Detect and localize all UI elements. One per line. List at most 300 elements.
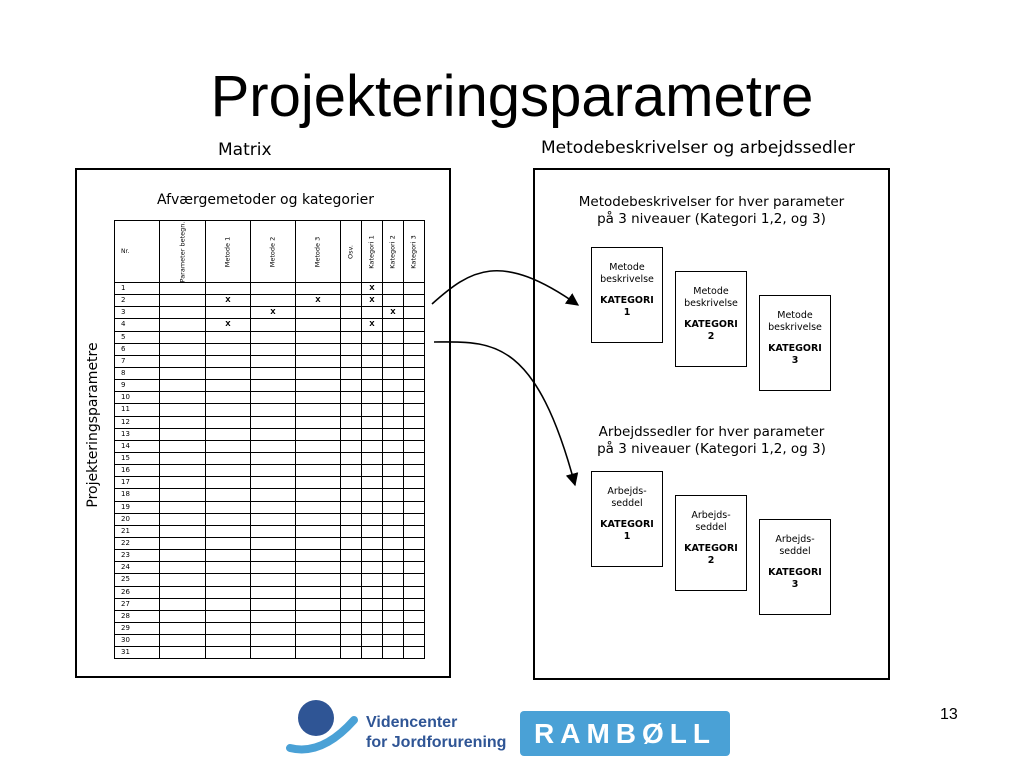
videncenter-line2: for Jordforurening [366, 734, 507, 751]
matrix-cell [404, 647, 425, 659]
matrix-cell [296, 610, 341, 622]
worksheet-card-1-label1: Arbejds- [607, 486, 647, 497]
matrix-cell [362, 647, 383, 659]
row-number: 18 [115, 489, 160, 501]
matrix-mark: X [206, 319, 251, 331]
matrix-cell [160, 513, 206, 525]
matrix-cell [251, 574, 296, 586]
matrix-cell [341, 501, 362, 513]
matrix-cell [404, 380, 425, 392]
matrix-cell [404, 622, 425, 634]
matrix-cell [362, 465, 383, 477]
matrix-cell [206, 404, 251, 416]
table-row [115, 501, 425, 513]
table-row [115, 489, 425, 501]
matrix-cell [206, 647, 251, 659]
matrix-cell [206, 610, 251, 622]
matrix-header-cell: Nr. [115, 221, 160, 283]
matrix-cell [206, 380, 251, 392]
matrix-cell [383, 501, 404, 513]
table-row [115, 283, 425, 295]
matrix-cell [383, 283, 404, 295]
matrix-cell [383, 392, 404, 404]
matrix-cell [296, 428, 341, 440]
matrix-cell [251, 428, 296, 440]
matrix-cell [362, 586, 383, 598]
matrix-header-label: Metode 1 [223, 236, 232, 267]
row-number: 3 [115, 307, 160, 319]
matrix-cell [404, 452, 425, 464]
matrix-cell [362, 452, 383, 464]
matrix-header-label: Osv. [346, 244, 355, 259]
matrix-cell [404, 404, 425, 416]
matrix-cell [404, 428, 425, 440]
row-number: 20 [115, 513, 160, 525]
matrix-cell [206, 331, 251, 343]
matrix-cell [362, 416, 383, 428]
matrix-cell [404, 635, 425, 647]
worksheet-card-1-category: KATEGORI [600, 519, 654, 530]
matrix-cell [341, 489, 362, 501]
table-row [115, 610, 425, 622]
matrix-cell [251, 489, 296, 501]
row-number: 7 [115, 355, 160, 367]
videncenter-logo-icon [286, 690, 358, 756]
table-row [115, 635, 425, 647]
matrix-cell [404, 416, 425, 428]
matrix-cell [160, 610, 206, 622]
matrix-cell [404, 477, 425, 489]
row-number: 2 [115, 295, 160, 307]
worksheet-card-2-number: 2 [707, 555, 715, 566]
matrix-cell [251, 513, 296, 525]
row-number: 24 [115, 562, 160, 574]
matrix-cell [251, 331, 296, 343]
matrix-cell [341, 610, 362, 622]
matrix-cell [160, 452, 206, 464]
matrix-cell [362, 343, 383, 355]
matrix-mark: X [383, 307, 404, 319]
matrix-cell [251, 452, 296, 464]
videncenter-logo-text [366, 713, 506, 753]
slide-title: Projekteringsparametre [210, 64, 814, 129]
method-card-1 [591, 247, 663, 343]
matrix-header-cell [404, 221, 425, 283]
matrix-cell [206, 501, 251, 513]
table-row [115, 513, 425, 525]
matrix-cell [404, 525, 425, 537]
matrix-header-label: Parameter betegn. [178, 221, 186, 282]
matrix-cell [206, 416, 251, 428]
matrix-cell [251, 319, 296, 331]
table-row [115, 562, 425, 574]
row-number: 12 [115, 416, 160, 428]
row-number: 29 [115, 622, 160, 634]
matrix-cell [404, 343, 425, 355]
matrix-cell [296, 562, 341, 574]
matrix-cell [362, 380, 383, 392]
matrix-cell [160, 465, 206, 477]
matrix-cell [404, 295, 425, 307]
method-card-2-category: KATEGORI [684, 319, 738, 330]
matrix-cell [296, 380, 341, 392]
row-number: 26 [115, 586, 160, 598]
matrix-cell [160, 416, 206, 428]
matrix-cell [362, 598, 383, 610]
matrix-cell [341, 416, 362, 428]
matrix-mark: X [362, 319, 383, 331]
table-row [115, 465, 425, 477]
table-row [115, 319, 425, 331]
matrix-cell [362, 331, 383, 343]
matrix-cell [251, 380, 296, 392]
row-number: 15 [115, 452, 160, 464]
matrix-cell [341, 307, 362, 319]
matrix-cell [383, 489, 404, 501]
matrix-heading: Matrix [218, 140, 272, 160]
row-number: 21 [115, 525, 160, 537]
row-number: 13 [115, 428, 160, 440]
matrix-cell [206, 622, 251, 634]
row-number: 25 [115, 574, 160, 586]
matrix-cell [341, 319, 362, 331]
row-number: 19 [115, 501, 160, 513]
row-number: 27 [115, 598, 160, 610]
matrix-cell [341, 283, 362, 295]
matrix-cell [296, 355, 341, 367]
matrix-cell [341, 537, 362, 549]
matrix-cell [296, 537, 341, 549]
matrix-cell [296, 319, 341, 331]
matrix-cell [296, 343, 341, 355]
matrix-cell [160, 355, 206, 367]
matrix-cell [341, 392, 362, 404]
matrix-cell [383, 428, 404, 440]
row-number: 8 [115, 367, 160, 379]
matrix-cell [341, 622, 362, 634]
matrix-cell [404, 392, 425, 404]
matrix-cell [251, 355, 296, 367]
matrix-cell [206, 537, 251, 549]
matrix-cell [404, 367, 425, 379]
matrix-cell [160, 647, 206, 659]
row-number: 17 [115, 477, 160, 489]
matrix-cell [341, 380, 362, 392]
matrix-header-cell [251, 221, 296, 283]
matrix-cell [160, 319, 206, 331]
matrix-cell [206, 598, 251, 610]
matrix-cell [251, 647, 296, 659]
matrix-cell [362, 610, 383, 622]
matrix-cell [404, 319, 425, 331]
row-number: 1 [115, 283, 160, 295]
matrix-mark: X [296, 295, 341, 307]
row-number: 9 [115, 380, 160, 392]
worksheet-card-3-category: KATEGORI [768, 567, 822, 578]
matrix-cell [404, 283, 425, 295]
matrix-cell [341, 550, 362, 562]
matrix-cell [362, 513, 383, 525]
matrix-cell [383, 622, 404, 634]
matrix-cell [383, 586, 404, 598]
matrix-cell [296, 598, 341, 610]
matrix-cell [160, 283, 206, 295]
method-card-2-number: 2 [707, 331, 715, 342]
worksheet-card-1-number: 1 [623, 531, 631, 542]
matrix-cell [160, 392, 206, 404]
matrix-cell [362, 477, 383, 489]
matrix-cell [383, 562, 404, 574]
matrix-cell [206, 586, 251, 598]
table-row [115, 331, 425, 343]
matrix-cell [383, 635, 404, 647]
table-row [115, 622, 425, 634]
matrix-cell [383, 440, 404, 452]
matrix-cell [341, 586, 362, 598]
method-section-title-line1: Metodebeskrivelser for hver parameter [578, 194, 845, 210]
table-row [115, 647, 425, 659]
matrix-cell [296, 307, 341, 319]
matrix-cell [404, 574, 425, 586]
matrix-cell [160, 440, 206, 452]
matrix-cell [341, 598, 362, 610]
matrix-cell [404, 598, 425, 610]
matrix-cell [341, 440, 362, 452]
method-section-title-line2: på 3 niveauer (Kategori 1,2, og 3) [597, 211, 826, 227]
matrix-cell [404, 513, 425, 525]
worksheet-card-3 [759, 519, 831, 615]
matrix-cell [341, 367, 362, 379]
table-row [115, 477, 425, 489]
matrix-cell [296, 525, 341, 537]
table-row [115, 428, 425, 440]
table-row [115, 416, 425, 428]
matrix-cell [296, 465, 341, 477]
method-card-1-label2: beskrivelse [600, 274, 654, 285]
matrix-cell [404, 537, 425, 549]
matrix-cell [362, 440, 383, 452]
matrix-cell [383, 404, 404, 416]
matrix-cell [362, 574, 383, 586]
matrix-header-cell [383, 221, 404, 283]
matrix-cell [160, 489, 206, 501]
matrix-cell [251, 440, 296, 452]
matrix-cell [341, 428, 362, 440]
matrix-cell [160, 331, 206, 343]
matrix-cell [296, 392, 341, 404]
matrix-cell [404, 307, 425, 319]
matrix-mark: X [362, 283, 383, 295]
matrix-cell [362, 392, 383, 404]
matrix-header-cell [341, 221, 362, 283]
row-number: 30 [115, 635, 160, 647]
matrix-cell [296, 283, 341, 295]
matrix-cell [341, 452, 362, 464]
matrix-cell [251, 343, 296, 355]
matrix-header-cell [206, 221, 251, 283]
matrix-cell [362, 404, 383, 416]
worksheet-card-2-label1: Arbejds- [691, 510, 731, 521]
matrix-cell [383, 477, 404, 489]
table-row [115, 440, 425, 452]
matrix-cell [362, 428, 383, 440]
matrix-cell [296, 416, 341, 428]
matrix-cell [296, 550, 341, 562]
matrix-cell [383, 598, 404, 610]
table-row [115, 355, 425, 367]
matrix-cell [160, 525, 206, 537]
matrix-cell [362, 537, 383, 549]
matrix-cell [341, 355, 362, 367]
matrix-cell [362, 501, 383, 513]
matrix-cell [251, 537, 296, 549]
matrix-cell [206, 367, 251, 379]
row-number: 31 [115, 647, 160, 659]
matrix-cell [160, 574, 206, 586]
matrix-header-cell [160, 221, 206, 283]
matrix-cell [296, 331, 341, 343]
table-row [115, 404, 425, 416]
matrix-cell [383, 647, 404, 659]
matrix-cell [404, 550, 425, 562]
matrix-cell [341, 295, 362, 307]
matrix-cell [160, 635, 206, 647]
matrix-cell [383, 465, 404, 477]
matrix-cell [251, 477, 296, 489]
matrix-cell [383, 610, 404, 622]
methods-heading: Metodebeskrivelser og arbejdssedler [541, 138, 855, 158]
worksheet-section-title-line2: på 3 niveauer (Kategori 1,2, og 3) [597, 441, 826, 457]
matrix-cell [206, 513, 251, 525]
matrix-cell [160, 428, 206, 440]
matrix-cell [383, 331, 404, 343]
matrix-cell [341, 465, 362, 477]
matrix-cell [404, 489, 425, 501]
matrix-cell [404, 501, 425, 513]
method-card-1-label1: Metode [609, 262, 645, 273]
matrix-cell [251, 501, 296, 513]
matrix-cell [383, 537, 404, 549]
matrix-cell [160, 380, 206, 392]
worksheet-card-1 [591, 471, 663, 567]
matrix-header-label: Metode 3 [313, 236, 322, 267]
matrix-cell [251, 465, 296, 477]
matrix-cell [251, 562, 296, 574]
table-row [115, 598, 425, 610]
matrix-cell [160, 295, 206, 307]
matrix-header-label: Kategori 3 [409, 234, 418, 269]
matrix-cell [341, 477, 362, 489]
matrix-header-label: Metode 2 [268, 236, 277, 267]
matrix-cell [206, 355, 251, 367]
row-number: 28 [115, 610, 160, 622]
matrix-cell [362, 635, 383, 647]
table-caption: Afværgemetoder og kategorier [157, 192, 374, 208]
matrix-cell [160, 537, 206, 549]
matrix-cell [160, 367, 206, 379]
matrix-cell [160, 307, 206, 319]
matrix-cell [383, 380, 404, 392]
matrix-cell [160, 477, 206, 489]
matrix-cell [383, 550, 404, 562]
matrix-cell [251, 598, 296, 610]
matrix-cell [251, 610, 296, 622]
method-card-2-label1: Metode [693, 286, 729, 297]
ramboll-logo: RAMBØLL [520, 711, 730, 756]
matrix-mark: X [206, 295, 251, 307]
worksheet-card-2-category: KATEGORI [684, 543, 738, 554]
matrix-cell [362, 562, 383, 574]
matrix-cell [160, 343, 206, 355]
matrix-header-label: Kategori 2 [388, 234, 397, 269]
matrix-cell [206, 283, 251, 295]
matrix-cell [206, 635, 251, 647]
method-section-title [533, 194, 890, 228]
matrix-cell [296, 367, 341, 379]
matrix-cell [160, 404, 206, 416]
method-card-3-label2: beskrivelse [768, 322, 822, 333]
method-card-2 [675, 271, 747, 367]
row-number: 23 [115, 550, 160, 562]
table-row [115, 525, 425, 537]
matrix-cell [362, 489, 383, 501]
matrix-cell [206, 465, 251, 477]
matrix-cell [362, 622, 383, 634]
worksheet-card-2 [675, 495, 747, 591]
matrix-cell [296, 452, 341, 464]
matrix-cell [404, 465, 425, 477]
matrix-cell [362, 367, 383, 379]
table-row [115, 343, 425, 355]
matrix-cell [251, 295, 296, 307]
matrix-cell [296, 622, 341, 634]
table-row [115, 452, 425, 464]
matrix-cell [383, 355, 404, 367]
matrix-cell [296, 513, 341, 525]
matrix-table [114, 220, 425, 659]
matrix-cell [160, 622, 206, 634]
table-row [115, 537, 425, 549]
worksheet-section-title-line1: Arbejdssedler for hver parameter [598, 424, 825, 440]
matrix-cell [296, 477, 341, 489]
matrix-cell [383, 367, 404, 379]
row-number: 10 [115, 392, 160, 404]
matrix-cell [341, 525, 362, 537]
matrix-cell [383, 525, 404, 537]
matrix-cell [383, 452, 404, 464]
method-card-1-number: 1 [623, 307, 631, 318]
worksheet-card-2-label2: seddel [695, 522, 727, 533]
row-number: 14 [115, 440, 160, 452]
matrix-cell [206, 574, 251, 586]
matrix-cell [206, 525, 251, 537]
matrix-cell [296, 404, 341, 416]
matrix-cell [296, 586, 341, 598]
method-card-3 [759, 295, 831, 391]
row-number: 6 [115, 343, 160, 355]
matrix-cell [296, 635, 341, 647]
matrix-cell [251, 416, 296, 428]
matrix-cell [206, 550, 251, 562]
matrix-cell [404, 610, 425, 622]
matrix-cell [341, 635, 362, 647]
matrix-cell [383, 319, 404, 331]
parameters-side-label: Projekteringsparametre [85, 342, 101, 508]
worksheet-card-1-label2: seddel [611, 498, 643, 509]
matrix-cell [206, 489, 251, 501]
page-number: 13 [940, 706, 958, 723]
matrix-cell [341, 562, 362, 574]
